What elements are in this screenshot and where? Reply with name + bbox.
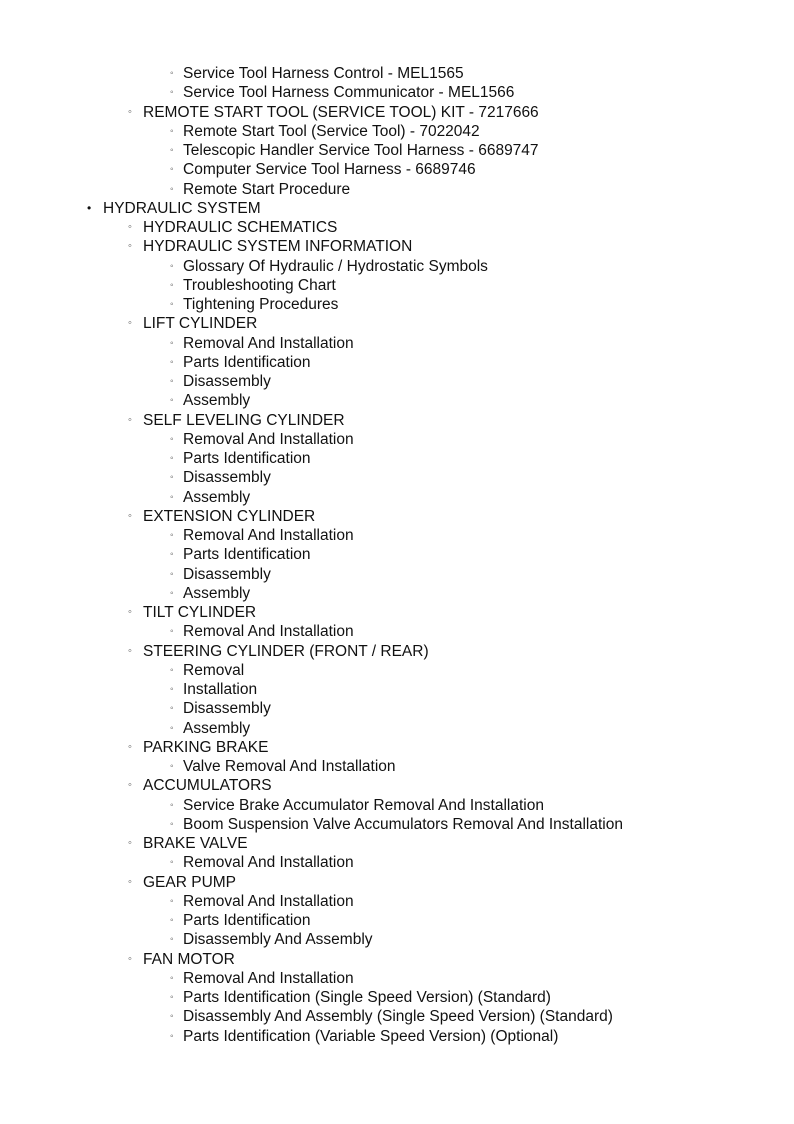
bullet-icon: ◦ bbox=[170, 145, 174, 156]
item-label: Assembly bbox=[183, 392, 251, 410]
list-item bbox=[0, 141, 794, 160]
bullet-icon: ◦ bbox=[128, 875, 132, 888]
bullet-icon: ◦ bbox=[170, 279, 174, 291]
bullet-icon: ◦ bbox=[170, 722, 174, 734]
bullet-icon: ◦ bbox=[170, 376, 174, 387]
bullet-icon: ◦ bbox=[128, 105, 132, 118]
subsection-item bbox=[0, 873, 794, 892]
item-label: Computer Service Tool Harness - 6689746 bbox=[183, 161, 476, 179]
bullet-icon: ◦ bbox=[170, 915, 174, 926]
bullet-icon: ◦ bbox=[170, 68, 174, 79]
list-item bbox=[0, 488, 794, 507]
item-label: EXTENSION CYLINDER bbox=[143, 507, 316, 525]
bullet-icon: ◦ bbox=[170, 453, 174, 464]
bullet-icon: ◦ bbox=[170, 1030, 174, 1042]
list-item bbox=[0, 180, 794, 199]
bullet-icon: ◦ bbox=[170, 87, 174, 99]
list-item bbox=[0, 796, 794, 815]
bullet-icon: ◦ bbox=[128, 606, 132, 618]
item-label: Telescopic Handler Service Tool Harness - 6689747 bbox=[183, 142, 539, 159]
subsection-item bbox=[0, 834, 794, 853]
bullet-icon: ◦ bbox=[170, 491, 174, 503]
bullet-icon: ◦ bbox=[128, 779, 132, 792]
list-item bbox=[0, 83, 794, 102]
bullet-icon: ◦ bbox=[170, 857, 174, 869]
subsection-item bbox=[0, 950, 794, 969]
list-item bbox=[0, 64, 794, 83]
item-label: LIFT CYLINDER bbox=[143, 315, 258, 333]
list-item bbox=[0, 160, 794, 179]
item-label: Valve Removal And Installation bbox=[183, 758, 396, 775]
list-item bbox=[0, 815, 794, 834]
bullet-icon: ◦ bbox=[170, 934, 174, 946]
item-label: Parts Identification (Single Speed Version) (Standard) bbox=[183, 989, 551, 1006]
item-label: Disassembly And Assembly (Single Speed Version) (Standard) bbox=[183, 1008, 613, 1026]
bullet-icon: • bbox=[87, 200, 92, 215]
bullet-icon: ◦ bbox=[170, 664, 174, 676]
item-label: Service Tool Harness Control - MEL1565 bbox=[183, 65, 464, 82]
bullet-icon: ◦ bbox=[128, 240, 132, 253]
subsection-item bbox=[0, 642, 794, 661]
item-label: HYDRAULIC SYSTEM bbox=[103, 199, 261, 217]
item-label: Remote Start Procedure bbox=[183, 180, 351, 198]
item-label: Removal And Installation bbox=[183, 854, 354, 872]
bullet-icon: ◦ bbox=[170, 530, 174, 541]
bullet-icon: ◦ bbox=[128, 952, 132, 965]
bullet-icon: ◦ bbox=[170, 299, 174, 310]
list-item bbox=[0, 468, 794, 487]
bullet-icon: ◦ bbox=[170, 356, 174, 368]
item-label: Service Tool Harness Communicator - MEL1566 bbox=[183, 84, 515, 102]
bullet-icon: ◦ bbox=[170, 895, 174, 907]
item-label: TILT CYLINDER bbox=[143, 604, 257, 621]
list-item bbox=[0, 853, 794, 872]
item-label: Removal And Installation bbox=[183, 969, 354, 987]
list-item bbox=[0, 1007, 794, 1026]
list-item bbox=[0, 719, 794, 738]
list-item bbox=[0, 565, 794, 584]
item-label: Disassembly bbox=[183, 373, 271, 390]
list-item bbox=[0, 353, 794, 372]
item-label: Boom Suspension Valve Accumulators Removal And Installation bbox=[183, 815, 623, 833]
list-item bbox=[0, 699, 794, 718]
subsection-item bbox=[0, 103, 794, 122]
item-label: Installation bbox=[183, 681, 258, 698]
item-label: Troubleshooting Chart bbox=[183, 276, 336, 294]
bullet-icon: ◦ bbox=[170, 125, 174, 137]
bullet-icon: ◦ bbox=[128, 317, 132, 330]
bullet-icon: ◦ bbox=[128, 740, 132, 753]
list-item bbox=[0, 295, 794, 314]
bullet-icon: ◦ bbox=[170, 337, 174, 349]
list-item bbox=[0, 545, 794, 564]
item-label: Parts Identification (Variable Speed Version) (Optional) bbox=[183, 1027, 559, 1045]
bullet-icon: ◦ bbox=[128, 221, 132, 233]
item-label: Assembly bbox=[183, 584, 251, 602]
item-label: Removal And Installation bbox=[183, 892, 354, 910]
list-item bbox=[0, 622, 794, 641]
subsection-item bbox=[0, 776, 794, 795]
bullet-icon: ◦ bbox=[128, 644, 132, 657]
bullet-icon: ◦ bbox=[170, 992, 174, 1003]
subsection-item bbox=[0, 218, 794, 237]
list-item bbox=[0, 526, 794, 545]
bullet-icon: ◦ bbox=[170, 260, 174, 272]
list-item bbox=[0, 257, 794, 276]
bullet-icon: ◦ bbox=[170, 684, 174, 695]
subsection-item bbox=[0, 411, 794, 430]
list-item bbox=[0, 892, 794, 911]
list-item bbox=[0, 449, 794, 468]
item-label: Removal bbox=[183, 661, 245, 679]
item-label: Assembly bbox=[183, 488, 251, 506]
list-item bbox=[0, 988, 794, 1007]
list-item bbox=[0, 757, 794, 776]
bullet-icon: ◦ bbox=[128, 509, 132, 522]
item-label: HYDRAULIC SCHEMATICS bbox=[143, 219, 338, 236]
item-label: Parts Identification bbox=[183, 450, 311, 467]
bullet-icon: ◦ bbox=[170, 1011, 174, 1023]
item-label: Parts Identification bbox=[183, 912, 311, 929]
list-item bbox=[0, 122, 794, 141]
item-label: GEAR PUMP bbox=[143, 873, 237, 891]
list-item bbox=[0, 680, 794, 699]
bullet-icon: ◦ bbox=[170, 568, 174, 580]
item-label: Disassembly bbox=[183, 565, 271, 583]
item-label: Remote Start Tool (Service Tool) - 7022042 bbox=[183, 122, 480, 140]
item-label: REMOTE START TOOL (SERVICE TOOL) KIT - 7217666 bbox=[143, 103, 539, 121]
subsection-item bbox=[0, 314, 794, 333]
subsection-item bbox=[0, 738, 794, 757]
bullet-icon: ◦ bbox=[128, 837, 132, 849]
bullet-icon: ◦ bbox=[170, 433, 174, 445]
item-label: STEERING CYLINDER (FRONT / REAR) bbox=[143, 642, 429, 660]
list-item bbox=[0, 969, 794, 988]
bullet-icon: ◦ bbox=[170, 972, 174, 984]
list-item bbox=[0, 334, 794, 353]
item-label: SELF LEVELING CYLINDER bbox=[143, 411, 345, 429]
list-item bbox=[0, 911, 794, 930]
bullet-icon: ◦ bbox=[170, 761, 174, 772]
bullet-icon: ◦ bbox=[170, 472, 174, 484]
list-item bbox=[0, 584, 794, 603]
item-label: BRAKE VALVE bbox=[143, 835, 248, 852]
item-label: ACCUMULATORS bbox=[143, 777, 272, 795]
list-item bbox=[0, 430, 794, 449]
item-label: Service Brake Accumulator Removal And Installation bbox=[183, 796, 544, 814]
item-label: Removal And Installation bbox=[183, 430, 354, 448]
list-item bbox=[0, 661, 794, 680]
item-label: Assembly bbox=[183, 719, 251, 737]
item-label: Removal And Installation bbox=[183, 527, 354, 544]
toc-list bbox=[0, 64, 794, 1046]
item-label: Parts Identification bbox=[183, 353, 311, 371]
bullet-icon: ◦ bbox=[170, 587, 174, 599]
bullet-icon: ◦ bbox=[170, 703, 174, 715]
bullet-icon: ◦ bbox=[170, 626, 174, 638]
item-label: Disassembly bbox=[183, 469, 271, 487]
bullet-icon: ◦ bbox=[170, 395, 174, 407]
bullet-icon: ◦ bbox=[170, 818, 174, 830]
bullet-icon: ◦ bbox=[170, 164, 174, 176]
list-item bbox=[0, 930, 794, 949]
bullet-icon: ◦ bbox=[170, 183, 174, 195]
item-label: Tightening Procedures bbox=[183, 296, 339, 313]
item-label: Disassembly And Assembly bbox=[183, 931, 373, 949]
item-label: PARKING BRAKE bbox=[143, 738, 269, 756]
section-heading bbox=[0, 199, 794, 218]
item-label: Parts Identification bbox=[183, 546, 311, 564]
list-item bbox=[0, 1027, 794, 1046]
item-label: Removal And Installation bbox=[183, 334, 354, 352]
subsection-item bbox=[0, 237, 794, 256]
item-label: Removal And Installation bbox=[183, 623, 354, 641]
list-item bbox=[0, 391, 794, 410]
list-item bbox=[0, 276, 794, 295]
subsection-item bbox=[0, 507, 794, 526]
item-label: FAN MOTOR bbox=[143, 950, 235, 968]
bullet-icon: ◦ bbox=[170, 799, 174, 811]
bullet-icon: ◦ bbox=[170, 549, 174, 561]
subsection-item bbox=[0, 603, 794, 622]
item-label: HYDRAULIC SYSTEM INFORMATION bbox=[143, 238, 413, 256]
item-label: Glossary Of Hydraulic / Hydrostatic Symbols bbox=[183, 257, 488, 275]
list-item bbox=[0, 372, 794, 391]
item-label: Disassembly bbox=[183, 700, 271, 718]
bullet-icon: ◦ bbox=[128, 413, 132, 426]
